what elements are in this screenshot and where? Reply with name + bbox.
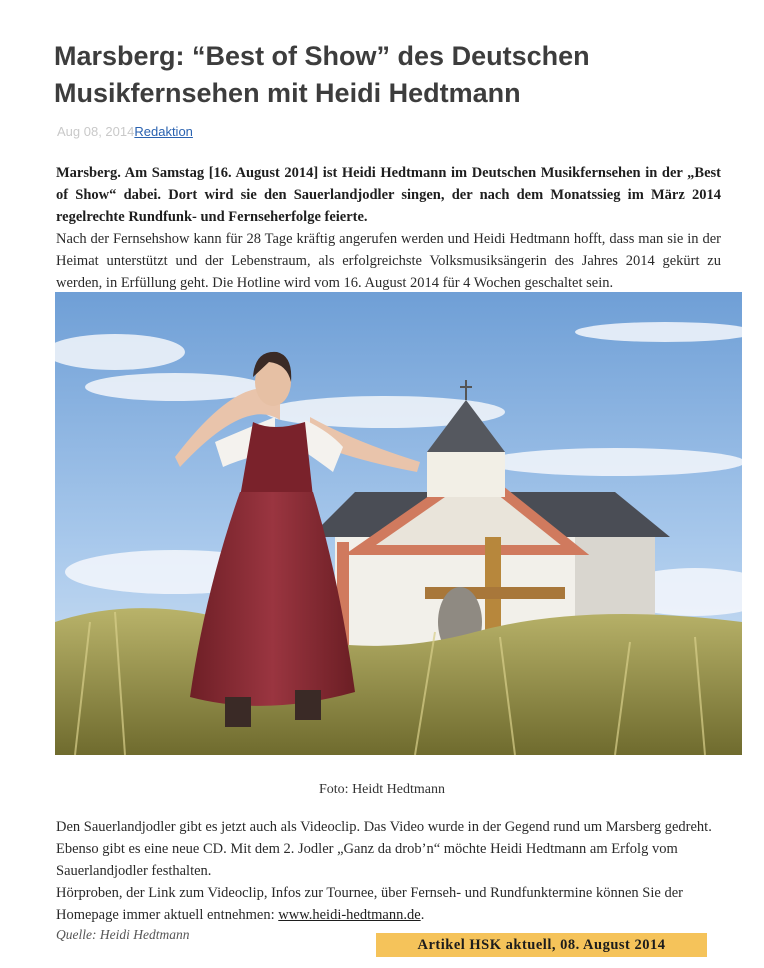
paragraph-3-end: . [420, 907, 425, 923]
article-date: Aug 08, 2014 [57, 124, 135, 139]
article-paragraph-2: Den Sauerlandjodler gibt es jetzt auch als Videoclip. Das Video wurde in der Gegend rund um Marsberg gedreht. Ebenso gibt es eine neue CD. Mit dem 2. Jodler „Ganz da drob’n“ möchte Heidi Hedtmann am Erfolg vom Sauerlandjodler festhalten. [56, 819, 712, 879]
article-photo [55, 292, 742, 755]
author-link[interactable]: Redaktion [134, 124, 193, 139]
photo-illustration [55, 292, 742, 755]
source-badge: Artikel HSK aktuell, 08. August 2014 [376, 933, 707, 957]
article-paragraph-3 [56, 882, 721, 926]
homepage-link[interactable]: www.heidi-hedtmann.de [278, 907, 421, 923]
paragraph-3-text: Hörproben, der Link zum Videoclip, Infos zur Tournee, über Fernseh- und Rundfunktermine können Sie der Homepage immer aktuell entnehmen: [56, 885, 683, 923]
article-body-2 [56, 816, 721, 926]
article-lead: Marsberg. Am Samstag [16. August 2014] ist Heidi Hedtmann im Deutschen Musikfernsehen in der „Best of Show“ dabei. Dort wird sie den Sauerlandjodler singen, der nach dem Monatssieg im März 2014 regelrechte Rundfunk- und Fernseherfolge feierte. [56, 165, 721, 225]
article-meta [57, 124, 193, 139]
article-paragraph-1: Nach der Fernsehshow kann für 28 Tage kräftig angerufen werden und Heidi Hedtmann hofft, dass man sie in der Heimat unterstützt und der Lebenstraum, als erfolgreichste Volksmusiksängerin des Jahres 2014 gekürt zu werden, in Erfüllung geht. Die Hotline wird vom 16. August 2014 für 4 Wochen geschaltet sein. [56, 231, 721, 291]
article-title: Marsberg: “Best of Show” des Deutschen Musikfernsehen mit Heidi Hedtmann [54, 41, 590, 108]
source-note: Quelle: Heidi Hedtmann [56, 927, 190, 942]
photo-caption: Foto: Heidt Hedtmann [319, 782, 445, 797]
